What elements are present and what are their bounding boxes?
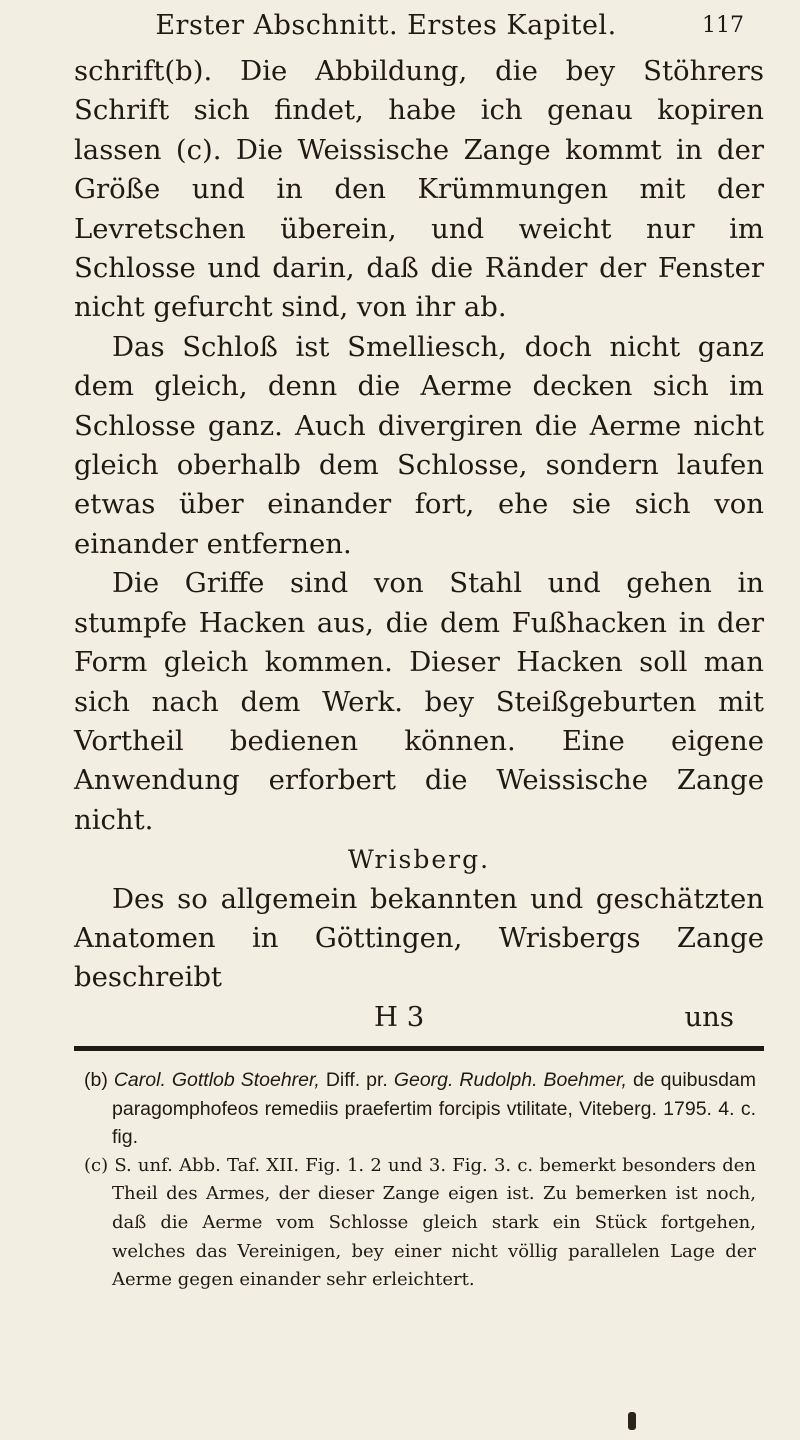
paragraph-weiss-zange: schrift(b). Die Abbildung, die bey Stöhrers Schrift sich findet, habe ich genau kopiren lassen (c). Die Weissische Zange kommt in der Größe und in den Krümmungen mit der Levretschen überein, und weicht nur im Schlosse und darin, daß die Ränder der Fenster nicht gefurcht sind, von ihr ab. <box>74 55 764 324</box>
footnote-divider <box>74 1046 764 1051</box>
catchword: uns <box>684 1000 734 1033</box>
footnote-b-marker: (b) <box>84 1069 108 1091</box>
paragraph-griffe: Die Griffe sind von Stahl und gehen in stumpfe Hacken aus, die dem Fußhacken in der Form gleich kommen. Dieser Hacken soll man sich nach dem Werk. bey Steißgeburten mit Vortheil bedienen können. Eine eigene Anwendung erforbert die Weissische Zange nicht. <box>74 567 764 836</box>
chapter-title: Erster Abschnitt. Erstes Kapitel. <box>155 10 617 41</box>
page-number: 117 <box>702 13 744 38</box>
running-header <box>88 6 744 46</box>
signature-line <box>74 998 764 1037</box>
signature-mark: H 3 <box>374 1000 425 1033</box>
footnote-b-rest: de quibusdam paragomphofeos remediis praefertim forcipis vtilitate, Viteberg. 1795. 4. c. fig. <box>112 1069 757 1149</box>
section-heading-wrisberg: Wrisberg. <box>347 845 491 875</box>
ink-mark <box>628 1412 636 1430</box>
footnote-b-author: Carol. Gottlob Stoehrer, <box>113 1069 320 1091</box>
paragraph-wrisberg: Des so allgemein bekannten und geschätzten Anatomen in Göttingen, Wrisbergs Zange beschreibt <box>74 882 764 994</box>
footnote-b-praeses: Georg. Rudolph. Boehmer, <box>393 1069 627 1091</box>
footnote-b-diss: Diff. pr. <box>325 1069 388 1091</box>
footnote-b <box>84 1066 756 1152</box>
paragraph-schloss: Das Schloß ist Smelliesch, doch nicht ganz dem gleich, denn die Aerme decken sich im Schlosse ganz. Auch divergiren die Aerme nicht gleich oberhalb dem Schlosse, sondern laufen etwas über einander fort, ehe sie sich von einander entfernen. <box>74 330 764 560</box>
footnote-c: (c) S. unf. Abb. Taf. XII. Fig. 1. 2 und 3. Fig. 3. c. bemerkt besonders den Theil des Armes, der dieser Zange eigen ist. Zu bemerken ist noch, daß die Aerme vom Schlosse gleich stark ein Stück fortgehen, welches das Vereinigen, bey einer nicht völlig parallelen Lage der Aerme gegen einander sehr erleichtert. <box>84 1154 756 1291</box>
footnotes <box>84 1066 756 1295</box>
main-text <box>74 52 764 1037</box>
